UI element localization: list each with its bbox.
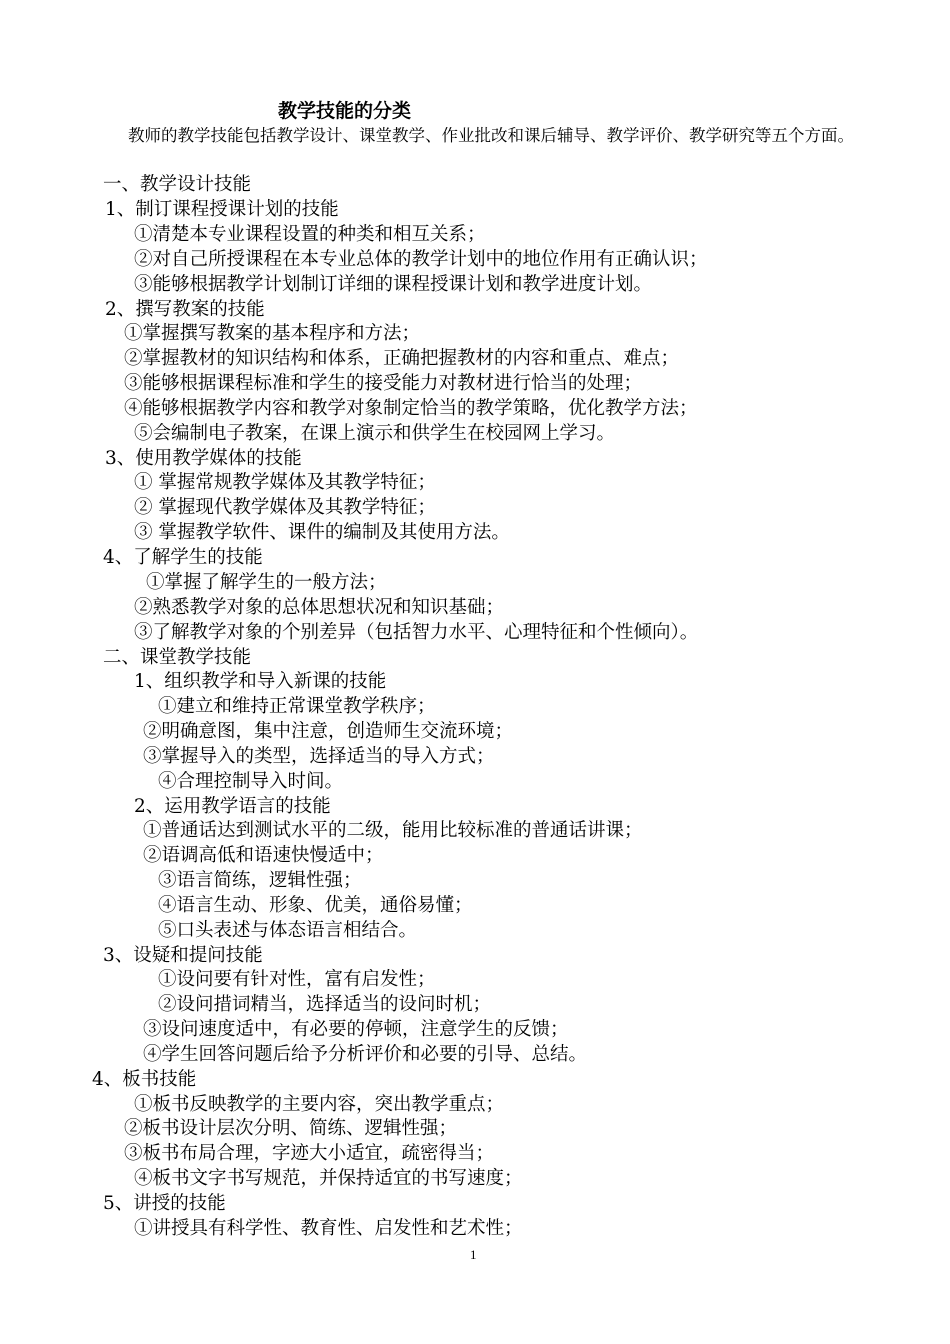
list-item: ③掌握导入的类型，选择适当的导入方式； bbox=[143, 746, 495, 767]
section-heading: 一、教学设计技能 bbox=[103, 174, 252, 195]
list-item: ④学生回答问题后给予分析评价和必要的引导、总结。 bbox=[143, 1044, 588, 1065]
list-item: ①掌握了解学生的一般方法； bbox=[146, 572, 387, 593]
section-heading: 二、课堂教学技能 bbox=[103, 647, 252, 668]
list-item: ②对自己所授课程在本专业总体的教学计划中的地位作用有正确认识； bbox=[134, 249, 708, 270]
subsection-heading: 5、讲授的技能 bbox=[103, 1193, 226, 1214]
list-item: ⑤会编制电子教案，在课上演示和供学生在校园网上学习。 bbox=[134, 423, 616, 444]
list-item: ③能够根据课程标准和学生的接受能力对教材进行恰当的处理； bbox=[124, 373, 643, 394]
list-item: ②板书设计层次分明、简练、逻辑性强； bbox=[124, 1118, 458, 1139]
list-item: ⑤口头表述与体态语言相结合。 bbox=[158, 920, 418, 941]
list-item: ④语言生动、形象、优美，通俗易懂； bbox=[158, 895, 473, 916]
list-item: ④板书文字书写规范，并保持适宜的书写速度； bbox=[134, 1168, 523, 1189]
list-item: ①建立和维持正常课堂教学秩序； bbox=[158, 696, 436, 717]
list-item: ③语言简练，逻辑性强； bbox=[158, 870, 362, 891]
subsection-heading: 4、了解学生的技能 bbox=[103, 547, 263, 568]
subsection-heading: 2、运用教学语言的技能 bbox=[134, 796, 331, 817]
subsection-heading: 3、使用教学媒体的技能 bbox=[105, 448, 302, 469]
subsection-heading: 4、板书技能 bbox=[92, 1069, 197, 1090]
list-item: ①掌握撰写教案的基本程序和方法； bbox=[124, 323, 421, 344]
list-item: ④能够根据教学内容和教学对象制定恰当的教学策略，优化教学方法； bbox=[124, 398, 698, 419]
page-number: 1 bbox=[470, 1247, 477, 1262]
list-item: ②设问措词精当，选择适当的设问时机； bbox=[158, 994, 492, 1015]
list-item: ③能够根据教学计划制订详细的课程授课计划和教学进度计划。 bbox=[134, 274, 653, 295]
list-item: ①讲授具有科学性、教育性、启发性和艺术性； bbox=[134, 1218, 523, 1239]
list-item: ④合理控制导入时间。 bbox=[158, 771, 344, 792]
list-item: ②明确意图，集中注意，创造师生交流环境； bbox=[143, 721, 514, 742]
intro-paragraph: 教师的教学技能包括教学设计、课堂教学、作业批改和课后辅导、教学评价、教学研究等五个方面。 bbox=[128, 126, 854, 145]
list-item: ①普通话达到测试水平的二级，能用比较标准的普通话讲课； bbox=[143, 820, 643, 841]
list-item: ①板书反映教学的主要内容，突出教学重点； bbox=[134, 1094, 505, 1115]
subsection-heading: 1、组织教学和导入新课的技能 bbox=[134, 671, 387, 692]
list-item: ③设问速度适中，有必要的停顿，注意学生的反馈； bbox=[143, 1019, 569, 1040]
list-item: ②掌握教材的知识结构和体系，正确把握教材的内容和重点、难点； bbox=[124, 348, 680, 369]
subsection-heading: 1、制订课程授课计划的技能 bbox=[105, 199, 339, 220]
document-title: 教学技能的分类 bbox=[278, 100, 412, 122]
list-item: ② 掌握现代教学媒体及其教学特征； bbox=[134, 497, 436, 518]
list-item: ①设问要有针对性，富有启发性； bbox=[158, 969, 436, 990]
list-item: ①清楚本专业课程设置的种类和相互关系； bbox=[134, 224, 486, 245]
list-item: ②语调高低和语速快慢适中； bbox=[143, 845, 384, 866]
list-item: ②熟悉教学对象的总体思想状况和知识基础； bbox=[134, 597, 505, 618]
list-item: ① 掌握常规教学媒体及其教学特征； bbox=[134, 472, 436, 493]
subsection-heading: 2、撰写教案的技能 bbox=[105, 299, 265, 320]
subsection-heading: 3、设疑和提问技能 bbox=[103, 945, 263, 966]
list-item: ③板书布局合理，字迹大小适宜，疏密得当； bbox=[124, 1143, 495, 1164]
list-item: ③了解教学对象的个别差异（包括智力水平、心理特征和个性倾向）。 bbox=[134, 622, 699, 643]
list-item: ③ 掌握教学软件、课件的编制及其使用方法。 bbox=[134, 522, 510, 543]
